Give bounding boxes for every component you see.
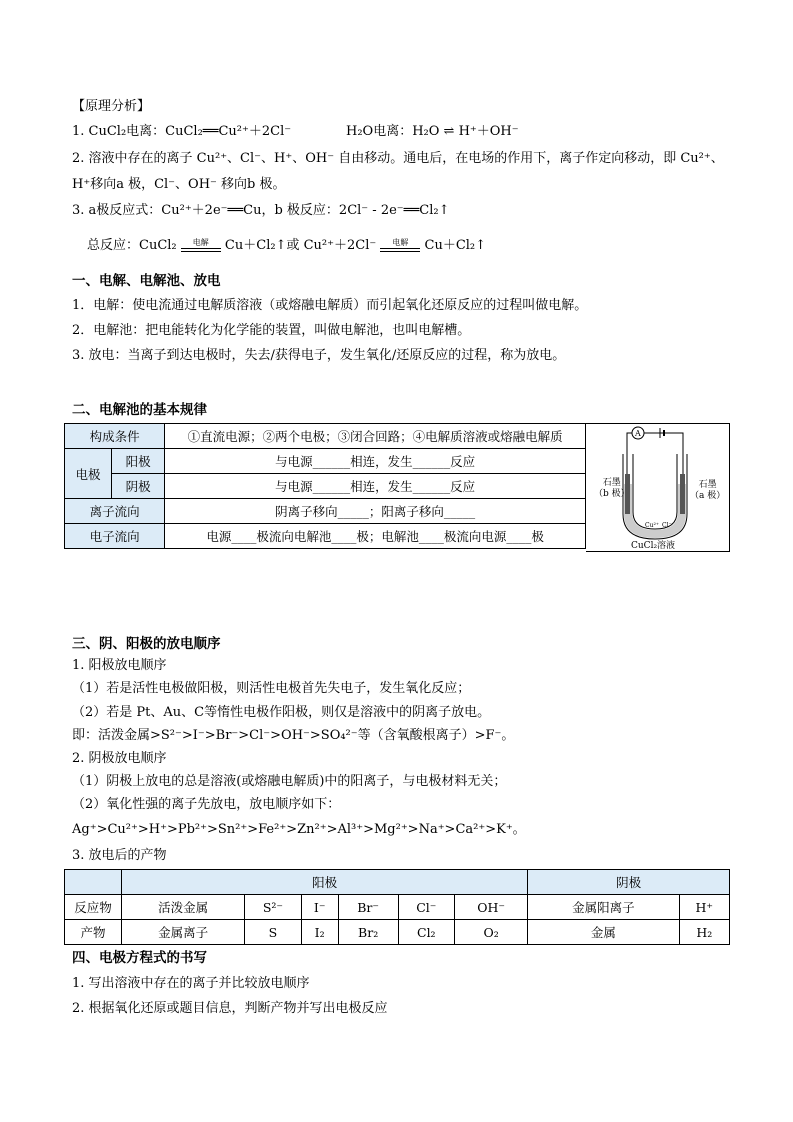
cell-empty: [65, 870, 122, 895]
analysis-line-1a: 1. CuCl₂电离：CuCl₂══Cu²⁺＋2Cl⁻: [72, 124, 292, 139]
product-cell: S: [245, 920, 301, 945]
svg-text:Cu²⁺: Cu²⁺: [645, 522, 660, 529]
s3-anode-1: 1. 阳极放电顺序: [72, 658, 167, 673]
product-cell: Br₂: [338, 920, 398, 945]
product-cell: H₂: [679, 920, 729, 945]
s3-cathode-1: 2. 阴极放电顺序: [72, 751, 167, 766]
analysis-line-2: 2. 溶液中存在的离子 Cu²⁺、Cl⁻、H⁺、OH⁻ 自由移动。通电后，在电场的作用下，离子作定向移动，即 Cu²⁺、: [72, 151, 724, 166]
section-2-title: 二、电解池的基本规律: [72, 402, 207, 418]
electrolysis-rules-table: [64, 423, 586, 549]
svg-text:A: A: [635, 429, 641, 438]
product-cell: I₂: [301, 920, 338, 945]
cell-anode-fill: 与电源______相连，发生______反应: [165, 449, 586, 474]
total-right: Cu＋Cl₂↑: [424, 238, 487, 253]
reactant-cell: OH⁻: [454, 895, 527, 920]
reactant-cell: 活泼金属: [122, 895, 245, 920]
analysis-line-3: 3. a极反应式：Cu²⁺＋2e⁻══Cu，b 极反应：2Cl⁻ - 2e⁻══Cl₂↑: [72, 203, 450, 218]
s1-item-2: 2．电解池：把电能转化为化学能的装置，叫做电解池，也叫电解槽。: [72, 323, 471, 338]
product-cell: O₂: [454, 920, 527, 945]
cell-product-label: 产物: [65, 920, 122, 945]
label-graphite-b: 石墨 （b 极）: [594, 478, 630, 499]
s3-anode-3: （2）若是 Pt、Au、C等惰性电极作阳极，则仅是溶液中的阴离子放电。: [72, 705, 491, 720]
total-mid: Cu＋Cl₂↑或 Cu²⁺＋2Cl⁻: [224, 238, 377, 253]
cell-condition: ①直流电源；②两个电极；③闭合回路；④电解质溶液或熔融电解质: [165, 424, 586, 449]
s3-cathode-4: Ag⁺>Cu²⁺>H⁺>Pb²⁺>Sn²⁺>Fe²⁺>Zn²⁺>Al³⁺>Mg²⁺>Na⁺>Ca²⁺>K⁺。: [72, 822, 526, 837]
section-4-title: 四、电极方程式的书写: [72, 950, 207, 966]
electrolysis-sign-2: 电解: [380, 239, 420, 252]
cell-ion-header: 离子流向: [65, 499, 165, 524]
s3-cathode-2: （1）阴极上放电的总是溶液(或熔融电解质)中的阳离子，与电极材料无关；: [72, 774, 507, 789]
s3-products-title: 3. 放电后的产物: [72, 848, 167, 863]
analysis-line-2b: H⁺移向a 极，Cl⁻、OH⁻ 移向b 极。: [72, 177, 286, 192]
cell-cathode-header: 阴极: [528, 870, 730, 895]
cell-anode: 阳极: [112, 449, 165, 474]
svg-text:Cl⁻: Cl⁻: [662, 522, 672, 529]
product-cell: 金属离子: [122, 920, 245, 945]
reactant-cell: Br⁻: [338, 895, 398, 920]
reactant-cell: S²⁻: [245, 895, 301, 920]
cell-cathode: 阴极: [112, 474, 165, 499]
cell-cathode-fill: 与电源______相连，发生______反应: [165, 474, 586, 499]
s4-item-1: 1. 写出溶液中存在的离子并比较放电顺序: [72, 976, 310, 991]
total-left: 总反应：CuCl₂: [87, 238, 177, 253]
section-1-title: 一、电解、电解池、放电: [72, 273, 221, 289]
s1-item-3: 3. 放电：当离子到达电极时，失去/获得电子，发生氧化/还原反应的过程，称为放电。: [72, 348, 566, 363]
s3-anode-2: （1）若是活性电极做阳极，则活性电极首先失电子，发生氧化反应；: [72, 681, 471, 696]
label-graphite-a: 石墨 （a 极）: [690, 480, 726, 501]
reactant-cell: I⁻: [301, 895, 338, 920]
section-3-title: 三、阴、阳极的放电顺序: [72, 636, 221, 652]
products-table: [64, 869, 730, 945]
reactant-cell: Cl⁻: [398, 895, 454, 920]
reactant-cell: 金属阳离子: [528, 895, 679, 920]
cell-reactant-label: 反应物: [65, 895, 122, 920]
analysis-title: 【原理分析】: [72, 99, 151, 114]
s3-anode-4: 即：活泼金属>S²⁻>I⁻>Br⁻>Cl⁻>OH⁻>SO₄²⁻等（含氧酸根离子）>F⁻。: [72, 728, 515, 743]
cell-electron: 电源____极流向电解池____极；电解池____极流向电源____极: [165, 524, 586, 549]
label-solution: CuCl₂溶液: [631, 541, 676, 551]
cell-electrode: 电极: [65, 449, 112, 499]
electrolysis-cell-diagram: [586, 423, 730, 552]
s4-item-2: 2. 根据氧化还原或题目信息，判断产物并写出电极反应: [72, 1001, 388, 1016]
analysis-total-reaction: [87, 237, 486, 255]
reactant-cell: H⁺: [679, 895, 729, 920]
s3-cathode-3: （2）氧化性强的离子先放电，放电顺序如下：: [72, 797, 341, 812]
analysis-line-1b: H₂O电离：H₂O ⇌ H⁺＋OH⁻: [346, 124, 519, 139]
s1-item-1: 1．电解：使电流通过电解质溶液（或熔融电解质）而引起氧化还原反应的过程叫做电解。: [72, 298, 588, 313]
product-cell: 金属: [528, 920, 679, 945]
cell-electron-header: 电子流向: [65, 524, 165, 549]
product-cell: Cl₂: [398, 920, 454, 945]
cell-anode-header: 阳极: [122, 870, 528, 895]
electrolysis-sign: 电解: [181, 239, 221, 252]
cell-condition-header: 构成条件: [65, 424, 165, 449]
cell-ion: 阴离子移向_____；阳离子移向_____: [165, 499, 586, 524]
